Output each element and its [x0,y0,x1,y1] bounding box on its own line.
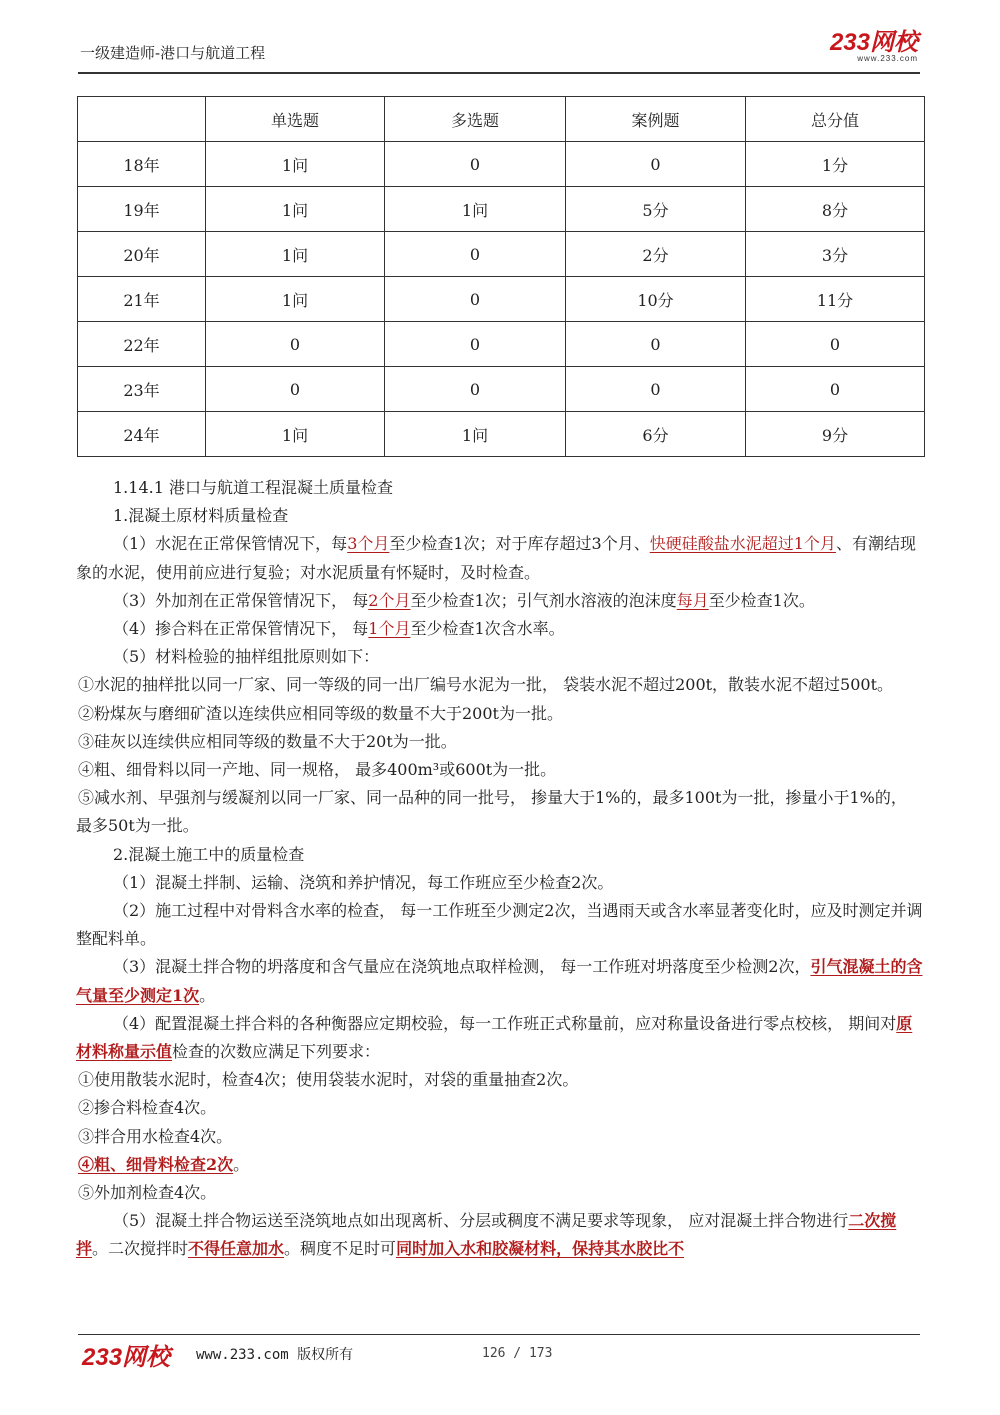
list-item: ④粗、细骨料以同一产地、同一规格， 最多400m³或600t为一批。 [78,760,557,780]
page-number: 126 / 173 [482,1346,553,1361]
table-cell: 0 [746,322,925,367]
highlight: 二次搅拌 [76,1211,897,1259]
score-table [77,96,925,457]
footer-logo: 233网校 [82,1344,171,1371]
list-item: ③拌合用水检查4次。 [78,1126,233,1146]
table-cell: 23年 [78,367,206,412]
subsection-heading: 2.混凝土施工中的质量检查 [113,844,305,864]
table-cell: 0 [385,277,566,322]
footer-divider [78,1334,920,1335]
table-cell: 0 [385,367,566,412]
table-cell: 1问 [206,412,385,457]
table-cell: 1问 [206,187,385,232]
table-cell: 6分 [566,412,746,457]
table-header-cell [78,97,206,142]
list-item: ②掺合料检查4次。 [78,1098,217,1118]
table-header-cell: 单选题 [206,97,385,142]
table-cell: 20年 [78,232,206,277]
highlight: 3个月 [347,534,390,554]
list-item: ⑤外加剂检查4次。 [78,1183,217,1203]
table-cell: 22年 [78,322,206,367]
highlight: 1个月 [368,619,411,639]
table-cell: 0 [206,367,385,412]
table-cell: 8分 [746,187,925,232]
highlight: 每月 [676,590,709,610]
paragraph: （3）外加剂在正常保管情况下， 每2个月至少检查1次；引气剂水溶液的泡沫度每月至少检查1次。 [113,590,815,610]
table-row [78,322,925,367]
table-cell: 11分 [746,277,925,322]
header-divider [78,72,920,74]
table-header-cell: 总分值 [746,97,925,142]
table-cell: 9分 [746,412,925,457]
highlight: 同时加入水和胶凝材料，保持其水胶比不 [396,1239,685,1259]
paragraph: （5）材料检验的抽样组批原则如下： [113,647,380,667]
table-cell: 0 [566,142,746,187]
footer-copyright: www.233.com 版权所有 [196,1347,354,1363]
table-cell: 0 [746,367,925,412]
table-cell: 3分 [746,232,925,277]
table-cell: 0 [385,142,566,187]
highlight: 快硬硅酸盐水泥超过1个月 [649,534,836,554]
table-cell: 1问 [206,142,385,187]
table-header-row [78,97,925,142]
table-row [78,412,925,457]
page-header [78,30,924,74]
document-body [76,474,926,1264]
table-cell: 0 [206,322,385,367]
paragraph: （2）施工过程中对骨料含水率的检查， 每一工作班至少测定2次，当遇雨天或含水率显著变化时，应及时测定并调整配料单。 [76,901,923,949]
table-cell: 5分 [566,187,746,232]
section-title: 1.14.1 港口与航道工程混凝土质量检查 [113,478,393,497]
list-item: ③硅灰以连续供应相同等级的数量不大于20t为一批。 [78,731,457,751]
table-cell: 1问 [206,232,385,277]
highlight: 不得任意加水 [188,1239,285,1259]
table-cell: 19年 [78,187,206,232]
table-cell: 2分 [566,232,746,277]
paragraph: （1）水泥在正常保管情况下，每3个月至少检查1次；对于库存超过3个月、快硬硅酸盐水泥超过1个月、有潮结现象的水泥，使用前应进行复验；对水泥质量有怀疑时，及时检查。 [76,534,916,582]
highlight: 2个月 [368,590,411,610]
table-row [78,187,925,232]
table-cell: 18年 [78,142,206,187]
table-cell: 0 [566,367,746,412]
paragraph: （4）配置混凝土拌合料的各种衡器应定期校验，每一工作班正式称量前，应对称量设备进行零点校核， 期间对原材料称量示值检查的次数应满足下列要求： [76,1013,913,1062]
paragraph: （5）混凝土拌合物运送至浇筑地点如出现离析、分层或稠度不满足要求等现象， 应对混凝土拌合物进行二次搅拌。二次搅拌时不得任意加水。稠度不足时可同时加入水和胶凝材料，保持其水胶比不 [76,1211,897,1259]
list-item: ①水泥的抽样批以同一厂家、同一等级的同一出厂编号水泥为一批， 袋装水泥不超过200t，散装水泥不超过500t。 [78,675,894,695]
table-cell: 1问 [385,187,566,232]
list-item: ②粉煤灰与磨细矿渣以连续供应相同等级的数量不大于200t为一批。 [78,703,563,723]
table-row [78,232,925,277]
table-cell: 1问 [206,277,385,322]
list-item: ⑤减水剂、早强剂与缓凝剂以同一厂家、同一品种的同一批号， 掺量大于1%的，最多100t为一批，掺量小于1%的， 最多50t为一批。 [76,788,907,836]
table-cell: 1问 [385,412,566,457]
table-row [78,367,925,412]
table-cell: 1分 [746,142,925,187]
subsection-heading: 1.混凝土原材料质量检查 [113,506,289,526]
table-cell: 10分 [566,277,746,322]
table-cell: 0 [385,232,566,277]
highlight: 原材料称量示值 [76,1013,913,1062]
list-item: ④粗、细骨料检查2次。 [78,1154,250,1174]
logo-text: 233网校 [829,29,918,56]
highlight: ④粗、细骨料检查2次 [78,1154,234,1174]
paragraph: （1）混凝土拌制、运输、浇筑和养护情况，每工作班应至少检查2次。 [113,872,614,892]
logo-url: www.233.com [857,54,918,63]
header-title: 一级建造师-港口与航道工程 [80,44,266,62]
table-cell: 24年 [78,412,206,457]
table-cell: 0 [566,322,746,367]
table-header-cell: 多选题 [385,97,566,142]
list-item: ①使用散装水泥时，检查4次；使用袋装水泥时，对袋的重量抽查2次。 [78,1070,579,1090]
brand-logo [830,30,918,63]
table-row [78,142,925,187]
paragraph: （4）掺合料在正常保管情况下， 每1个月至少检查1次含水率。 [113,619,565,639]
highlight: 引气混凝土的含气量至少测定1次 [76,957,923,1005]
table-cell: 21年 [78,277,206,322]
table-cell: 0 [385,322,566,367]
paragraph: （3）混凝土拌合物的坍落度和含气量应在浇筑地点取样检测， 每一工作班对坍落度至少检测2次，引气混凝土的含气量至少测定1次。 [76,957,923,1005]
table-header-cell: 案例题 [566,97,746,142]
table-row [78,277,925,322]
